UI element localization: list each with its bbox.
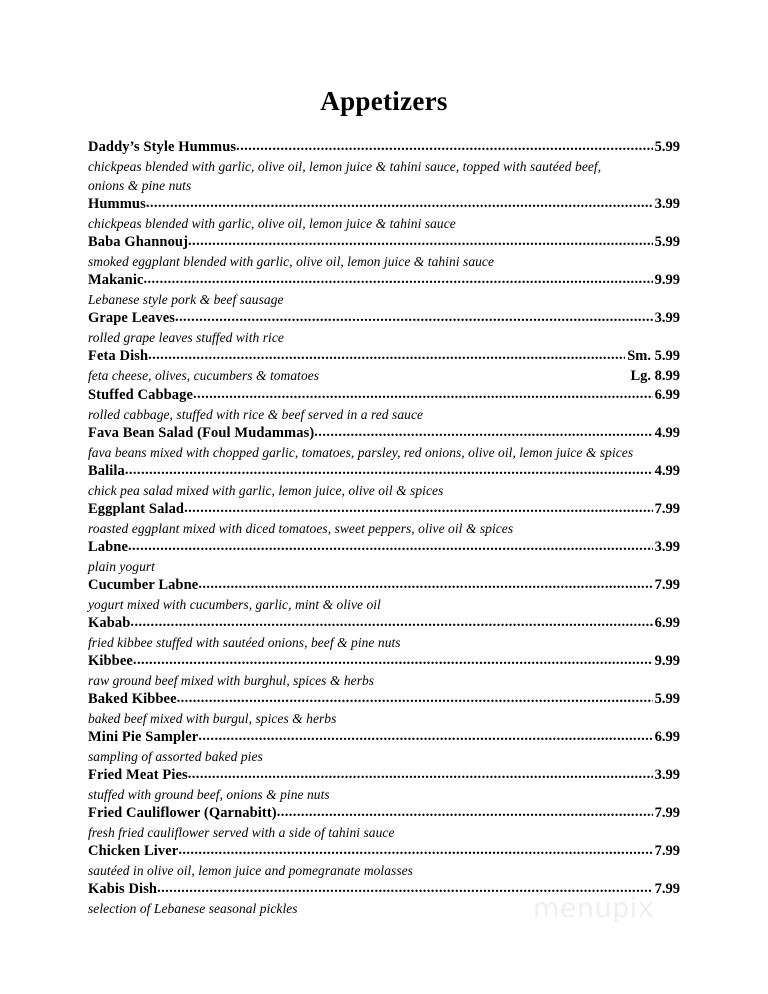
menu-item-description: baked beef mixed with burgul, spices & herbs bbox=[88, 711, 337, 726]
menu-item-description-row bbox=[88, 557, 680, 576]
dot-leader bbox=[125, 461, 653, 480]
menu-item-description: selection of Lebanese seasonal pickles bbox=[88, 901, 298, 916]
menu-item-description-row bbox=[88, 823, 680, 842]
menu-item-price: 7.99 bbox=[654, 501, 680, 517]
dot-leader bbox=[175, 308, 653, 327]
menu-item-name: Fried Meat Pies bbox=[88, 767, 188, 783]
dot-leader bbox=[198, 727, 652, 746]
menu-item-name: Fried Cauliflower (Qarnabitt) bbox=[88, 805, 277, 821]
menu-item-name: Grape Leaves bbox=[88, 310, 175, 326]
menu-item-description-row bbox=[88, 633, 680, 652]
dot-leader bbox=[236, 137, 653, 156]
menu-item-title-row bbox=[88, 500, 680, 519]
menu-item-price: Sm. 5.99 bbox=[627, 348, 680, 364]
menu-item-list bbox=[88, 138, 680, 918]
dot-leader bbox=[193, 385, 653, 404]
menu-item-name: Stuffed Cabbage bbox=[88, 387, 194, 403]
menu-item-title-row bbox=[88, 271, 680, 290]
dot-leader bbox=[277, 803, 653, 822]
menu-item-description-row bbox=[88, 214, 680, 233]
menu-item-title-row bbox=[88, 652, 680, 671]
menu-item-title-row bbox=[88, 386, 680, 405]
menu-item bbox=[88, 652, 680, 690]
menu-item-title-row bbox=[88, 728, 680, 747]
menu-item-price: 5.99 bbox=[654, 691, 680, 707]
menu-item-title-row bbox=[88, 576, 680, 595]
menu-item-name: Mini Pie Sampler bbox=[88, 729, 199, 745]
menu-item-description-row bbox=[88, 481, 680, 500]
menu-item-description-row bbox=[88, 405, 680, 424]
menu-item-title-row bbox=[88, 309, 680, 328]
menu-item-price: 7.99 bbox=[654, 577, 680, 593]
menu-item bbox=[88, 347, 680, 386]
menu-item-name: Eggplant Salad bbox=[88, 501, 185, 517]
menu-item-description-row bbox=[88, 443, 680, 462]
menu-item bbox=[88, 728, 680, 766]
menu-item bbox=[88, 233, 680, 271]
menu-item-price: 6.99 bbox=[654, 729, 680, 745]
menu-item-description-row bbox=[88, 785, 680, 804]
menu-item bbox=[88, 842, 680, 880]
menu-item-description: feta cheese, olives, cucumbers & tomatoes bbox=[88, 368, 320, 383]
menu-item bbox=[88, 386, 680, 424]
menu-item-title-row bbox=[88, 538, 680, 557]
dot-leader bbox=[184, 499, 653, 518]
menu-item-name: Baked Kibbee bbox=[88, 691, 177, 707]
menu-item-description: chick pea salad mixed with garlic, lemon juice, olive oil & spices bbox=[88, 483, 444, 498]
menu-item-description: yogurt mixed with cucumbers, garlic, mint & olive oil bbox=[88, 597, 381, 612]
menu-item-name: Kabab bbox=[88, 615, 131, 631]
menu-item bbox=[88, 804, 680, 842]
menu-item-description-row bbox=[88, 861, 680, 880]
menupix-watermark: menupix bbox=[533, 893, 655, 924]
menu-item-description-row bbox=[88, 595, 680, 614]
menu-item-title-row bbox=[88, 614, 680, 633]
menu-item bbox=[88, 766, 680, 804]
menu-item-title-row bbox=[88, 842, 680, 861]
menu-item-price: 6.99 bbox=[654, 387, 680, 403]
menu-item-price: 9.99 bbox=[654, 272, 680, 288]
menu-item-description-row bbox=[88, 519, 680, 538]
menu-item-price: 3.99 bbox=[654, 539, 680, 555]
menu-item-name: Chicken Liver bbox=[88, 843, 179, 859]
menu-item-description: sautéed in olive oil, lemon juice and pomegranate molasses bbox=[88, 863, 413, 878]
dot-leader bbox=[188, 765, 653, 784]
menu-item-description-row bbox=[88, 328, 680, 347]
menu-item-price: 7.99 bbox=[654, 881, 680, 897]
menu-item-title-row bbox=[88, 424, 680, 443]
menu-item-description-continued: onions & pine nuts bbox=[88, 178, 192, 193]
menu-item-description-row bbox=[88, 157, 680, 176]
menu-item bbox=[88, 195, 680, 233]
menu-item-title-row bbox=[88, 233, 680, 252]
menu-item-price: 7.99 bbox=[654, 805, 680, 821]
menu-item-price: 5.99 bbox=[654, 139, 680, 155]
menu-item-description: fava beans mixed with chopped garlic, tomatoes, parsley, red onions, olive oil, lemon juice & spices bbox=[88, 445, 634, 460]
menu-item-price: 3.99 bbox=[654, 767, 680, 783]
menu-item-price: 4.99 bbox=[654, 425, 680, 441]
menu-item-price-alt: Lg. 8.99 bbox=[630, 368, 680, 384]
menu-item-description: roasted eggplant mixed with diced tomatoes, sweet peppers, olive oil & spices bbox=[88, 521, 514, 536]
menu-item-description: smoked eggplant blended with garlic, olive oil, lemon juice & tahini sauce bbox=[88, 254, 494, 269]
menu-item-title-row bbox=[88, 804, 680, 823]
dot-leader bbox=[314, 423, 652, 442]
page-title: Appetizers bbox=[320, 86, 448, 116]
dot-leader bbox=[188, 232, 653, 251]
menu-item bbox=[88, 309, 680, 347]
menu-item-description: rolled cabbage, stuffed with rice & beef served in a red sauce bbox=[88, 407, 424, 422]
menu-item-name: Makanic bbox=[88, 272, 144, 288]
menu-item-price: 5.99 bbox=[654, 234, 680, 250]
menu-item-price: 3.99 bbox=[654, 310, 680, 326]
menu-item bbox=[88, 424, 680, 462]
dot-leader bbox=[130, 613, 652, 632]
menu-item-price: 4.99 bbox=[654, 463, 680, 479]
dot-leader bbox=[178, 841, 652, 860]
menu-item-price: 3.99 bbox=[654, 196, 680, 212]
dot-leader bbox=[128, 537, 653, 556]
menu-item-price: 9.99 bbox=[654, 653, 680, 669]
menu-item bbox=[88, 138, 680, 195]
menu-item-description: Lebanese style pork & beef sausage bbox=[88, 292, 284, 307]
menu-item-name: Cucumber Labne bbox=[88, 577, 199, 593]
dot-leader bbox=[146, 194, 653, 213]
menu-item-name: Daddy’s Style Hummus bbox=[88, 139, 237, 155]
menu-item-name: Balila bbox=[88, 463, 125, 479]
menu-item-price: 7.99 bbox=[654, 843, 680, 859]
menu-item bbox=[88, 271, 680, 309]
menu-item-description-row bbox=[88, 709, 680, 728]
menu-item-description-row bbox=[88, 747, 680, 766]
menu-item-description: fried kibbee stuffed with sautéed onions, beef & pine nuts bbox=[88, 635, 401, 650]
dot-leader bbox=[143, 270, 652, 289]
menu-item-description-row bbox=[88, 366, 680, 386]
menu-item-description-row bbox=[88, 671, 680, 690]
menu-item-title-row bbox=[88, 690, 680, 709]
menu-item-name: Fava Bean Salad (Foul Mudammas) bbox=[88, 425, 315, 441]
menu-item bbox=[88, 690, 680, 728]
menu-item-title-row bbox=[88, 195, 680, 214]
dot-leader bbox=[198, 575, 652, 594]
menu-item-name: Kibbee bbox=[88, 653, 133, 669]
menu-item-description: chickpeas blended with garlic, olive oil, lemon juice & tahini sauce bbox=[88, 216, 456, 231]
menu-item bbox=[88, 500, 680, 538]
menu-item-name: Feta Dish bbox=[88, 348, 149, 364]
menu-item-name: Baba Ghannouj bbox=[88, 234, 189, 250]
dot-leader bbox=[133, 651, 653, 670]
menu-item-description: sampling of assorted baked pies bbox=[88, 749, 263, 764]
menu-item-description-row bbox=[88, 290, 680, 309]
menu-item-description: raw ground beef mixed with burghul, spices & herbs bbox=[88, 673, 375, 688]
menu-item bbox=[88, 538, 680, 576]
menu-item-title-row bbox=[88, 766, 680, 785]
menu-item bbox=[88, 576, 680, 614]
menu-item-price: 6.99 bbox=[654, 615, 680, 631]
menu-item-description: plain yogurt bbox=[88, 559, 155, 574]
menu-item-name: Hummus bbox=[88, 196, 146, 212]
dot-leader bbox=[177, 689, 653, 708]
menu-item-description: stuffed with ground beef, onions & pine nuts bbox=[88, 787, 330, 802]
menu-item-description: fresh fried cauliflower served with a side of tahini sauce bbox=[88, 825, 395, 840]
menu-item-title-row bbox=[88, 462, 680, 481]
menu-item bbox=[88, 614, 680, 652]
menu-item-name: Kabis Dish bbox=[88, 881, 158, 897]
menu-item bbox=[88, 462, 680, 500]
menu-item-description: chickpeas blended with garlic, olive oil, lemon juice & tahini sauce, topped with sautéed beef, bbox=[88, 159, 602, 174]
menu-item-title-row bbox=[88, 347, 680, 366]
menu-item-title-row bbox=[88, 138, 680, 157]
menu-item-name: Labne bbox=[88, 539, 128, 555]
menu-item-description-row bbox=[88, 252, 680, 271]
menu-item-description: rolled grape leaves stuffed with rice bbox=[88, 330, 284, 345]
dot-leader bbox=[148, 346, 625, 365]
